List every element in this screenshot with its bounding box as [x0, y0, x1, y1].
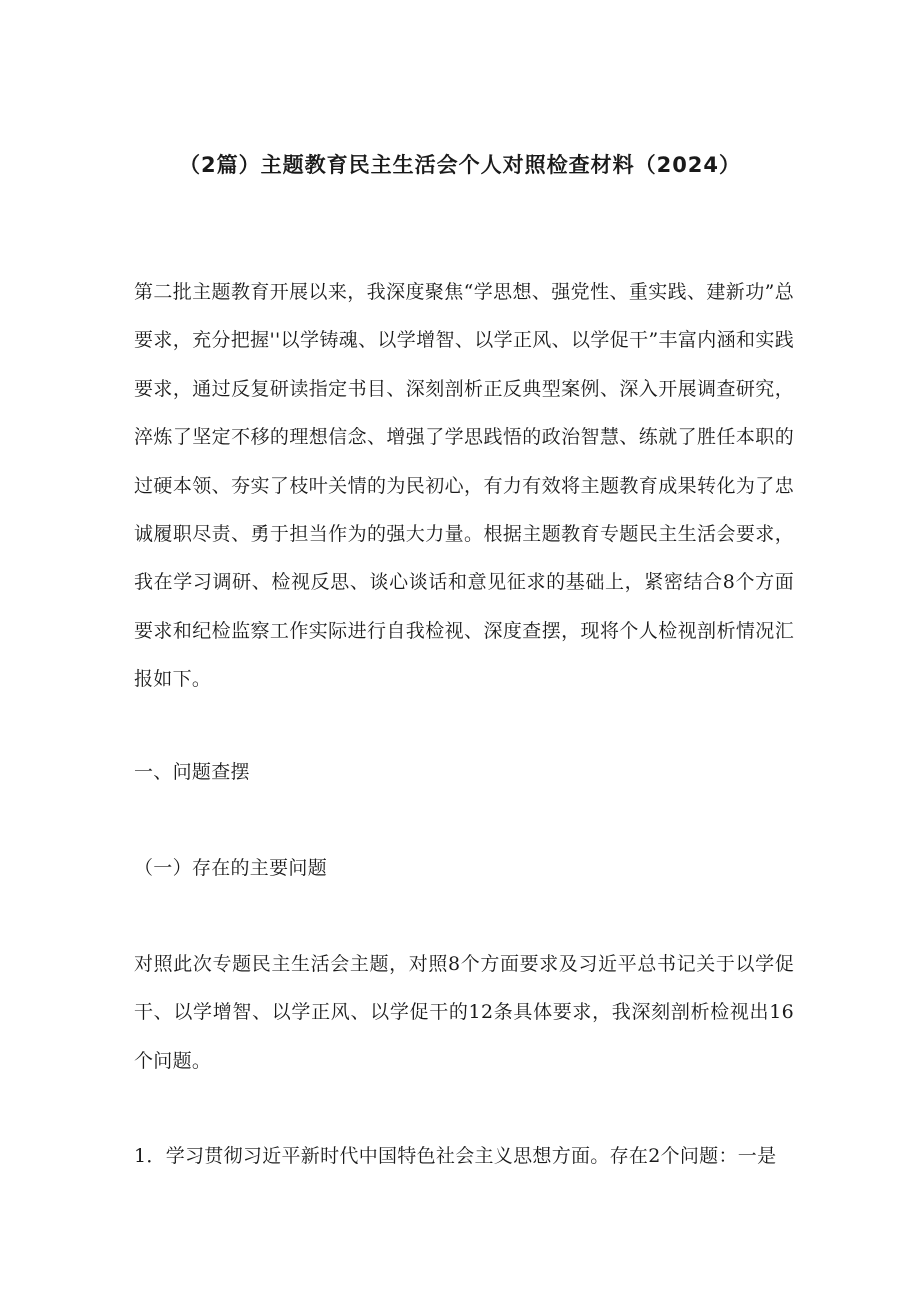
- body-paragraph: 1．学习贯彻习近平新时代中国特色社会主义思想方面。存在2个问题：一是: [134, 1145, 777, 1167]
- document-title: （2篇）主题教育民主生活会个人对照检查材料（2024）: [178, 153, 742, 177]
- subsection-heading: （一）存在的主要问题: [134, 857, 328, 879]
- section-heading: 一、问题查摆: [134, 761, 250, 783]
- body-paragraph: 对照此次专题民主生活会主题，对照8个方面要求及习近平总书记关于以学促干、以学增智、以学正风、以学促干的12条具体要求，我深刻剖析检视出16个问题。: [134, 953, 794, 1072]
- intro-paragraph: 第二批主题教育开展以来，我深度聚焦“学思想、强党性、重实践、建新功”总要求，充分把握''以学铸魂、以学增智、以学正风、以学促干”丰富内涵和实践要求，通过反复研读指定书目、深刻剖析正反典型案例、深入开展调查研究，淬炼了坚定不移的理想信念、增强了学思践悟的政治智慧、练就了胜任本职的过硬本领、夯实了枝叶关情的为民初心，有力有效将主题教育成果转化为了忠诚履职尽责、勇于担当作为的强大力量。根据主题教育专题民主生活会要求，我在学习调研、检视反思、谈心谈话和意见征求的基础上，紧密结合8个方面要求和纪检监察工作实际进行自我检视、深度查摆，现将个人检视剖析情况汇报如下。: [134, 281, 794, 691]
